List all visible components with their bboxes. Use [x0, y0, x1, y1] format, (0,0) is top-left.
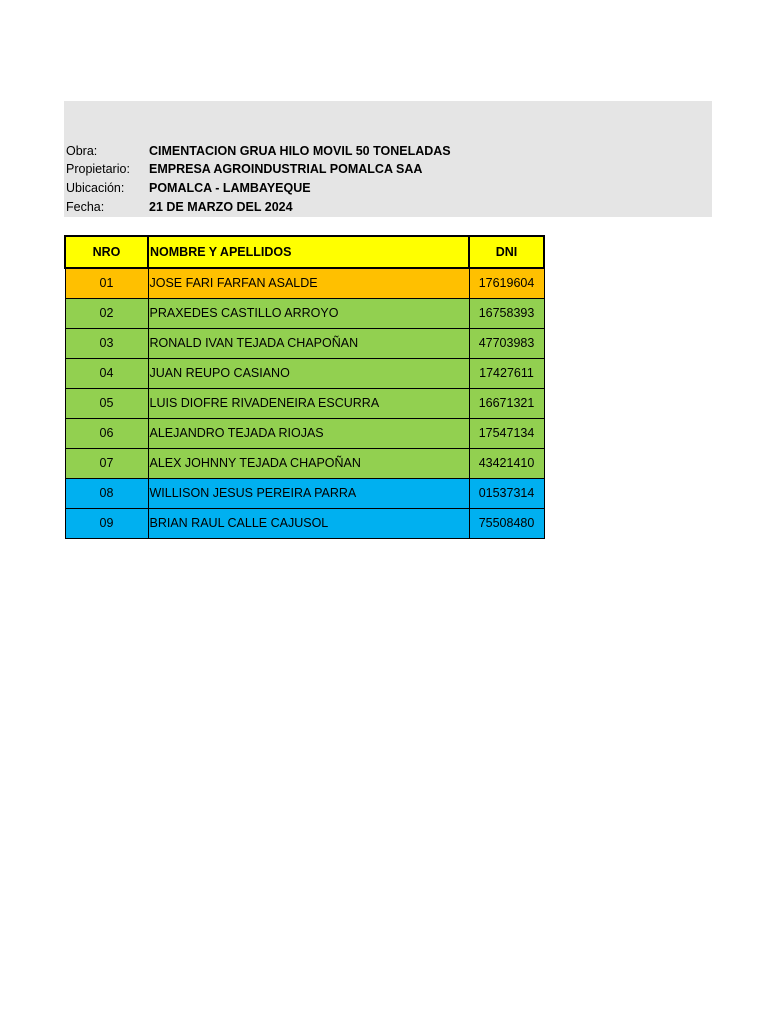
worker-name: PRAXEDES CASTILLO ARROYO — [148, 299, 469, 329]
worker-dni: 47703983 — [469, 329, 544, 359]
table-row — [65, 268, 544, 299]
worker-name: ALEJANDRO TEJADA RIOJAS — [148, 419, 469, 449]
worker-dni: 75508480 — [469, 509, 544, 539]
table-row — [65, 389, 544, 419]
row-number: 02 — [65, 299, 148, 329]
table-header-row — [65, 236, 544, 268]
info-row-ubicacion — [66, 179, 706, 198]
info-value: CIMENTACION GRUA HILO MOVIL 50 TONELADAS — [149, 144, 451, 158]
worker-name: LUIS DIOFRE RIVADENEIRA ESCURRA — [148, 389, 469, 419]
table-row — [65, 449, 544, 479]
table-row — [65, 479, 544, 509]
table-row — [65, 419, 544, 449]
row-number: 07 — [65, 449, 148, 479]
info-label: Propietario: — [66, 162, 130, 176]
info-row-fecha — [66, 198, 706, 217]
info-row-obra — [66, 142, 706, 161]
row-number: 06 — [65, 419, 148, 449]
worker-dni: 17619604 — [469, 268, 544, 299]
info-row-propietario — [66, 160, 706, 179]
table-row — [65, 329, 544, 359]
worker-name: BRIAN RAUL CALLE CAJUSOL — [148, 509, 469, 539]
column-header-nro: NRO — [65, 236, 148, 268]
column-header-name: NOMBRE Y APELLIDOS — [148, 236, 469, 268]
row-number: 08 — [65, 479, 148, 509]
worker-name: JUAN REUPO CASIANO — [148, 359, 469, 389]
row-number: 09 — [65, 509, 148, 539]
project-info-block — [64, 101, 712, 217]
column-header-dni: DNI — [469, 236, 544, 268]
info-value: POMALCA - LAMBAYEQUE — [149, 181, 311, 195]
row-number: 01 — [65, 268, 148, 299]
info-value: 21 DE MARZO DEL 2024 — [149, 200, 293, 214]
worker-name: WILLISON JESUS PEREIRA PARRA — [148, 479, 469, 509]
worker-dni: 43421410 — [469, 449, 544, 479]
table-row — [65, 509, 544, 539]
row-number: 03 — [65, 329, 148, 359]
table-row — [65, 299, 544, 329]
worker-dni: 16758393 — [469, 299, 544, 329]
row-number: 04 — [65, 359, 148, 389]
info-label: Obra: — [66, 144, 98, 158]
info-label: Fecha: — [66, 200, 105, 214]
worker-name: RONALD IVAN TEJADA CHAPOÑAN — [148, 329, 469, 359]
worker-dni: 17427611 — [469, 359, 544, 389]
workers-table — [64, 235, 545, 539]
worker-dni: 16671321 — [469, 389, 544, 419]
info-label: Ubicación: — [66, 181, 125, 195]
worker-dni: 17547134 — [469, 419, 544, 449]
worker-name: ALEX JOHNNY TEJADA CHAPOÑAN — [148, 449, 469, 479]
table-row — [65, 359, 544, 389]
info-value: EMPRESA AGROINDUSTRIAL POMALCA SAA — [149, 162, 423, 176]
worker-name: JOSE FARI FARFAN ASALDE — [148, 268, 469, 299]
worker-dni: 01537314 — [469, 479, 544, 509]
row-number: 05 — [65, 389, 148, 419]
